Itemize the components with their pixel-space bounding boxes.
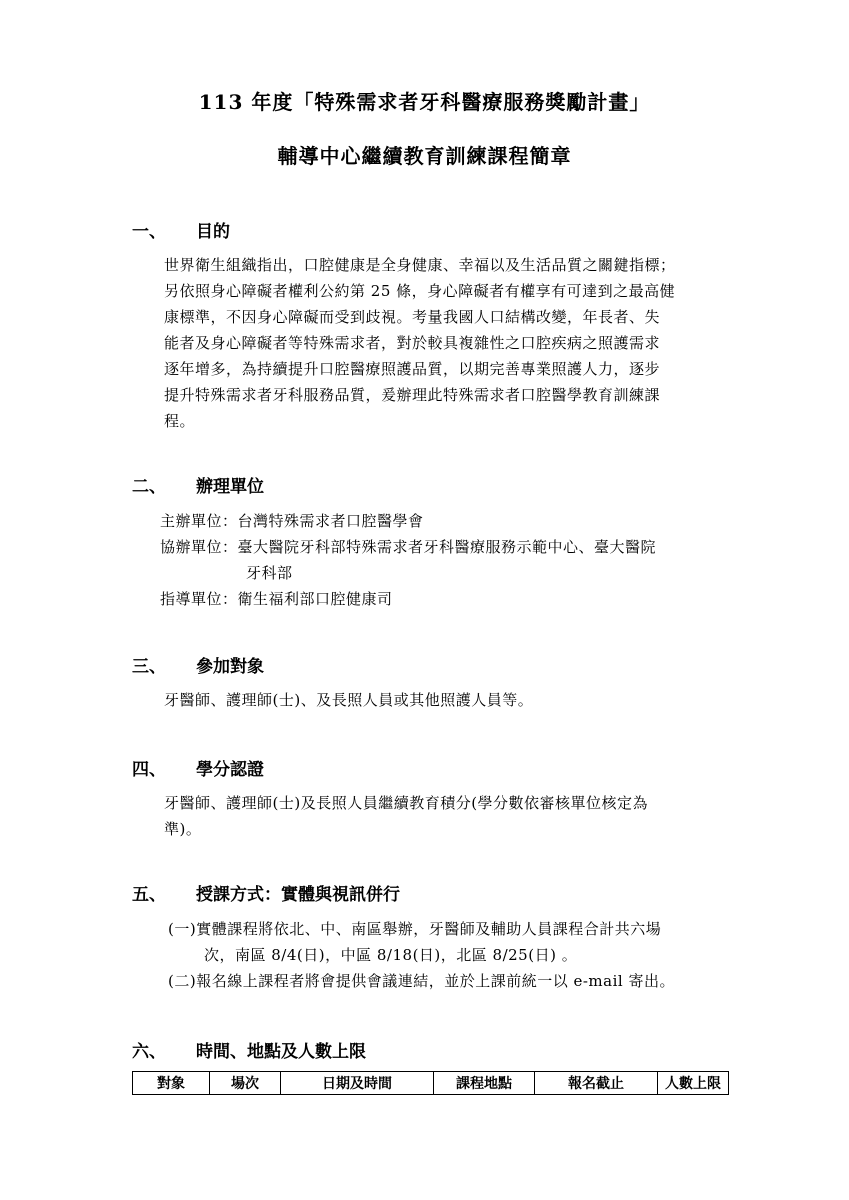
table-header-cell: 報名截止 [535,1072,658,1095]
document-title: 113 年度「特殊需求者牙科醫療服務獎勵計畫」 [198,90,651,114]
paragraph-line: 提升特殊需求者牙科服務品質，爰辦理此特殊需求者口腔醫學教育訓練課 [164,386,661,404]
co-organizer-continuation: 牙科部 [246,564,293,582]
guide-row [160,586,656,612]
table-header-cell: 課程地點 [434,1072,535,1095]
list-item-continuation: 次，南區 8/4(日)，中區 8/18(日)，北區 8/25(日) 。 [204,946,578,964]
purpose-paragraph [164,252,676,434]
paragraph-line: 程。 [164,412,196,430]
organizers-list [160,508,656,612]
host-label: 主辦單位： [160,512,238,530]
section-title: 目的 [196,222,230,242]
table-header-cell: 場次 [210,1072,281,1095]
schedule-table [132,1071,729,1095]
paragraph-line: 能者及身心障礙者等特殊需求者，對於較具複雜性之口腔疾病之照護需求 [164,334,661,352]
table-header-row [133,1072,729,1095]
host-value: 台灣特殊需求者口腔醫學會 [237,512,424,530]
host-row [160,508,656,534]
guide-value: 衛生福利部口腔健康司 [237,590,393,608]
table-header-cell: 對象 [133,1072,210,1095]
paragraph-line: 逐年增多，為持續提升口腔醫療照護品質，以期完善專業照護人力，逐步 [164,360,661,378]
section-heading-participants [132,652,264,677]
teaching-mode-list [168,916,675,994]
section-number: 四、 [132,760,166,780]
table-header-cell: 日期及時間 [281,1072,434,1095]
section-number: 一、 [132,222,166,242]
co-organizer-row [160,534,656,560]
paragraph-line: 世界衛生組織指出，口腔健康是全身健康、幸福以及生活品質之關鍵指標； [164,256,676,274]
co-organizer-value: 臺大醫院牙科部特殊需求者牙科醫療服務示範中心、臺大醫院 [237,538,657,556]
section-number: 三、 [132,657,166,677]
section-title: 學分認證 [196,760,264,780]
paragraph-line: 康標準，不因身心障礙而受到歧視。考量我國人口結構改變，年長者、失 [164,308,661,326]
table-header-cell: 人數上限 [658,1072,729,1095]
section-title: 時間、地點及人數上限 [196,1042,366,1062]
paragraph-line: 準)。 [164,820,202,838]
list-item: (二)報名線上課程者將會提供會議連結，並於上課前統一以 e-mail 寄出。 [168,972,675,990]
section-heading-purpose [132,217,230,242]
guide-label: 指導單位： [160,590,238,608]
section-title: 授課方式：實體與視訊併行 [196,885,400,905]
paragraph-line: 牙醫師、護理師(士)、及長照人員或其他照護人員等。 [164,691,534,709]
section-number: 六、 [132,1042,166,1062]
co-organizer-label: 協辦單位： [160,538,238,556]
list-item: (一)實體課程將依北、中、南區舉辦，牙醫師及輔助人員課程合計共六場 [168,920,662,938]
participants-text [164,687,533,713]
section-title: 參加對象 [196,657,264,677]
paragraph-line: 另依照身心障礙者權利公約第 25 條，身心障礙者有權享有可達到之最高健 [164,282,676,300]
section-number: 五、 [132,885,166,905]
section-heading-organizers [132,472,264,497]
credits-paragraph [164,790,648,842]
section-title: 辦理單位 [196,477,264,497]
document-subtitle: 輔導中心繼續教育訓練課程簡章 [277,144,572,168]
section-heading-schedule [132,1037,366,1062]
section-number: 二、 [132,477,166,497]
paragraph-line: 牙醫師、護理師(士)及長照人員繼續教育積分(學分數依審核單位核定為 [164,794,649,812]
section-heading-credits [132,755,264,780]
section-heading-teaching-mode [132,880,400,905]
